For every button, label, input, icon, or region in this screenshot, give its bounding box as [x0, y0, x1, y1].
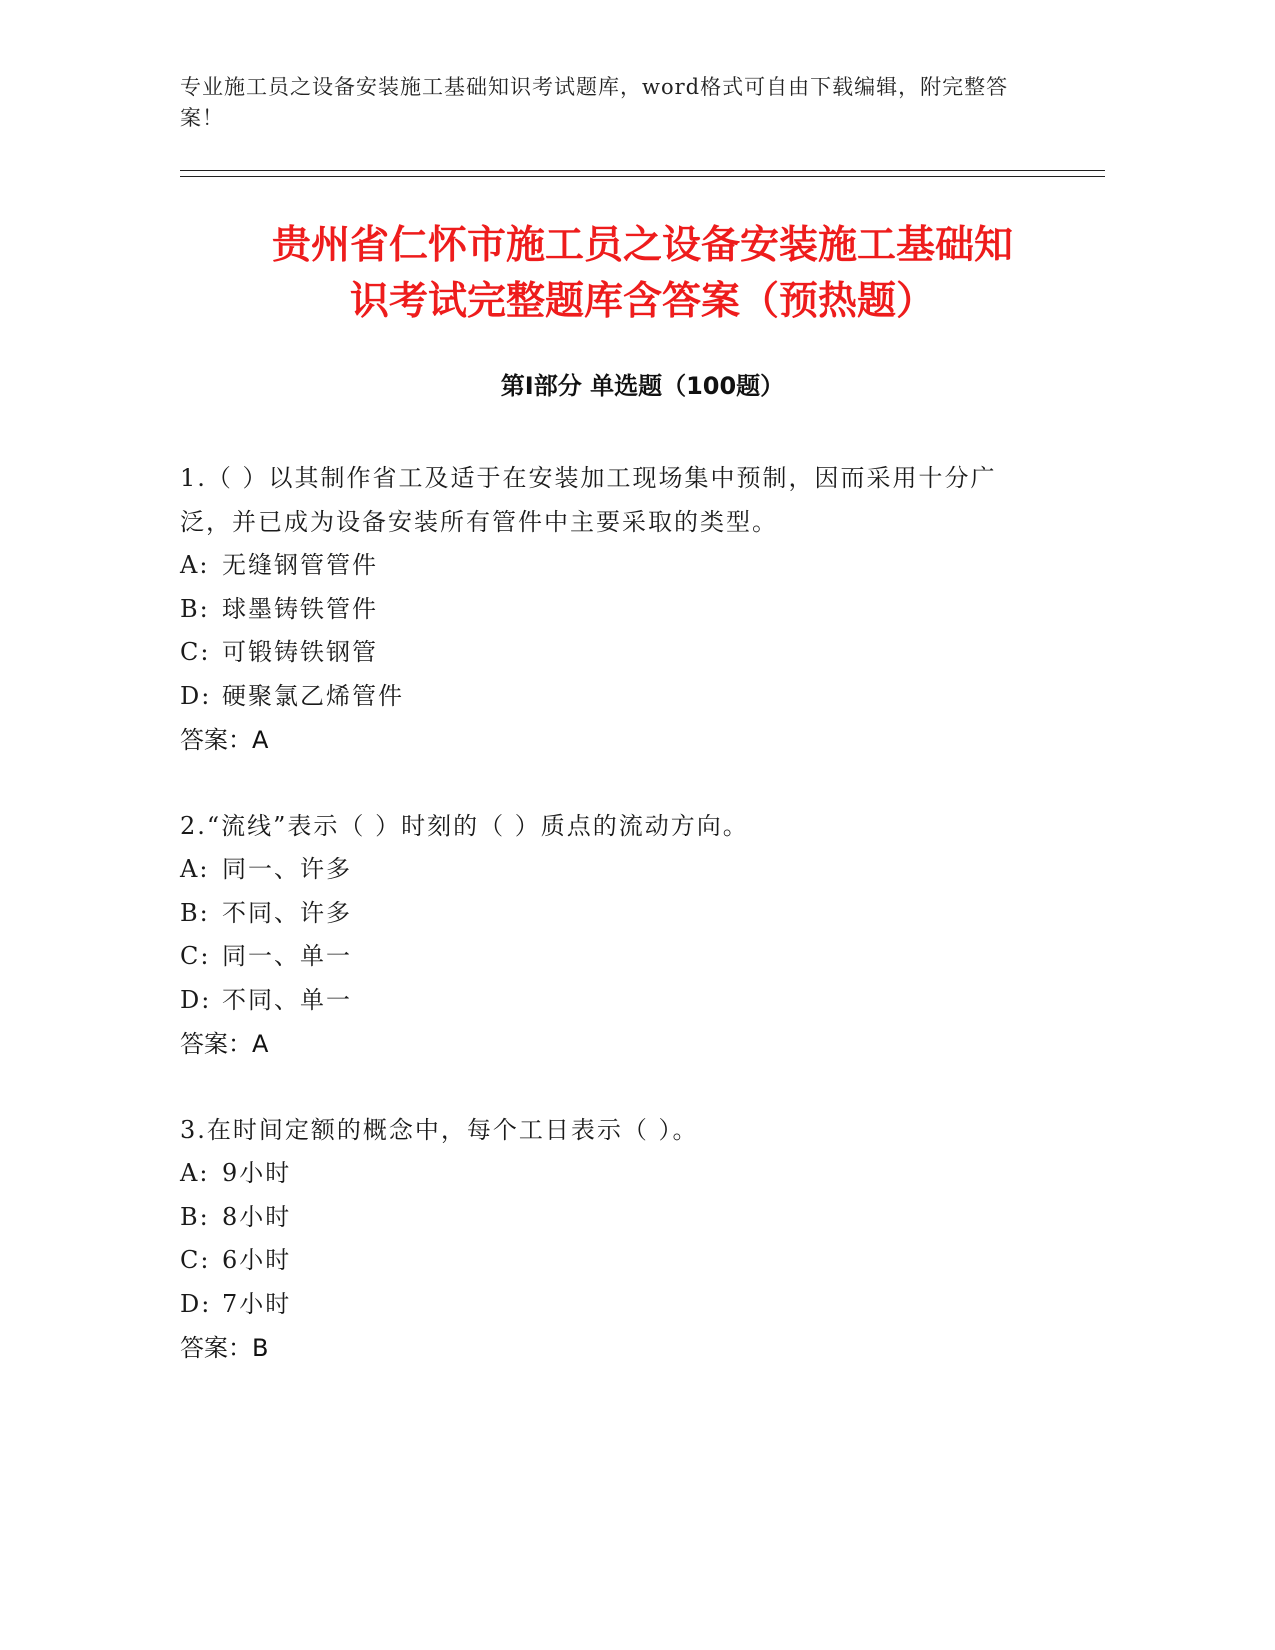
option-c: [180, 935, 1040, 979]
option-d: [180, 675, 1040, 719]
option-text: 不同、单一: [222, 985, 352, 1014]
answer: 答案：A: [180, 726, 269, 754]
option-a: [180, 544, 1040, 588]
answer: 答案：A: [180, 1030, 269, 1058]
document-title-line-2: 识考试完整题库含答案（预热题）: [349, 279, 935, 324]
option-b: [180, 1196, 1040, 1240]
option-text: 无缝钢管管件: [222, 551, 378, 579]
question-1: [180, 456, 1040, 762]
question-2: [180, 804, 1040, 1066]
question-text: 1.（ ）以其制作省工及适于在安装加工现场集中预制，因而采用十分广泛，并已成为设备安装所有管件中主要采取的类型。: [180, 464, 997, 536]
option-key: C:: [180, 942, 211, 970]
option-key: D:: [180, 681, 212, 710]
option-key: B:: [180, 1202, 210, 1231]
option-key: A:: [180, 855, 210, 883]
option-text: 硬聚氯乙烯管件: [222, 681, 404, 710]
option-text: 6小时: [222, 1246, 292, 1274]
option-text: 9小时: [222, 1159, 292, 1187]
answer: 答案：B: [180, 1334, 269, 1362]
option-a: [180, 1152, 1040, 1196]
option-key: C:: [180, 638, 211, 666]
option-c: [180, 631, 1040, 675]
question-text: 2.“流线”表示（ ）时刻的（ ）质点的流动方向。: [180, 812, 749, 840]
option-d: [180, 979, 1040, 1023]
question-text: 3.在时间定额的概念中，每个工日表示（ ）。: [180, 1116, 699, 1144]
option-key: A:: [180, 1159, 210, 1187]
option-text: 球墨铸铁管件: [222, 594, 378, 623]
header-note: 专业施工员之设备安装施工基础知识考试题库，word格式可自由下载编辑，附完整答案！: [180, 75, 1009, 130]
option-key: A:: [180, 551, 210, 579]
option-text: 8小时: [222, 1202, 292, 1231]
option-text: 不同、许多: [222, 898, 352, 927]
option-text: 同一、许多: [222, 855, 352, 883]
option-b: [180, 588, 1040, 632]
option-text: 同一、单一: [222, 942, 352, 970]
document-title: [180, 218, 1105, 330]
document-title-line-1: 贵州省仁怀市施工员之设备安装施工基础知: [271, 223, 1013, 268]
option-d: [180, 1283, 1040, 1327]
option-key: B:: [180, 898, 210, 927]
option-text: 7小时: [222, 1289, 292, 1318]
option-a: [180, 848, 1040, 892]
option-key: C:: [180, 1246, 211, 1274]
option-text: 可锻铸铁钢管: [222, 638, 378, 666]
question-3: [180, 1108, 1040, 1370]
option-key: D:: [180, 1289, 212, 1318]
section-title: 第Ⅰ部分 单选题（100题）: [500, 372, 785, 400]
header-divider-top: [180, 170, 1105, 171]
option-b: [180, 892, 1040, 936]
option-key: D:: [180, 985, 212, 1014]
option-c: [180, 1239, 1040, 1283]
header-divider-bottom: [180, 176, 1105, 177]
option-key: B:: [180, 594, 210, 623]
